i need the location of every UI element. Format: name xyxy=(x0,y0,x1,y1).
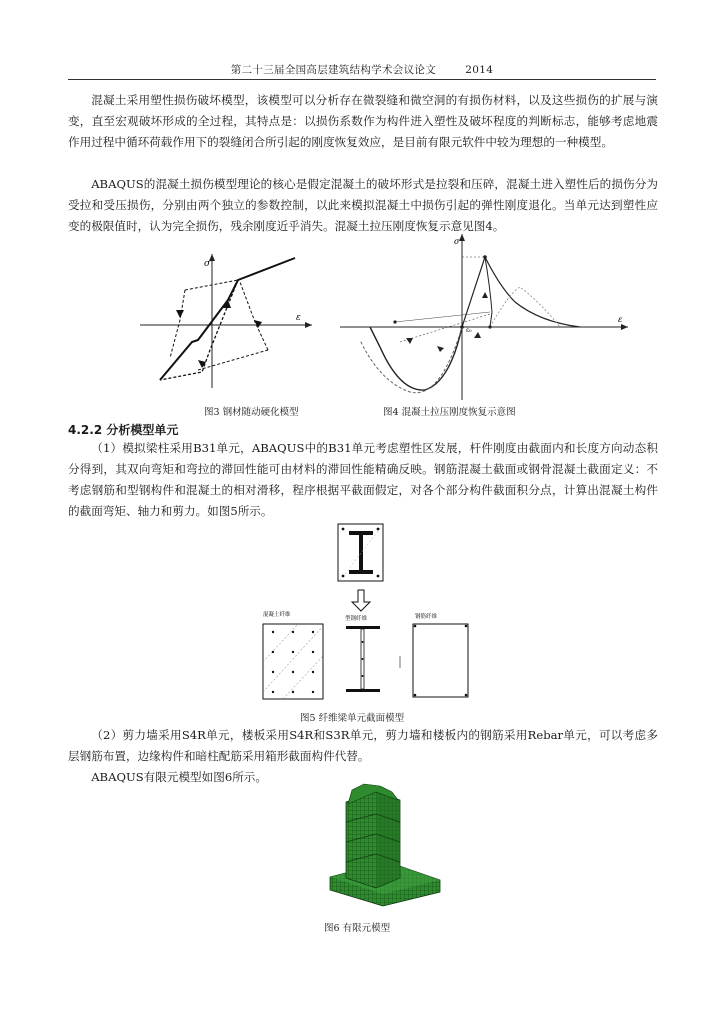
section-heading: 4.2.2 分析模型单元 xyxy=(68,423,179,437)
header-year: 2014 xyxy=(465,64,494,76)
paragraph-shell-elements: （2）剪力墙采用S4R单元，楼板采用S4R和S3R单元，剪力墙和楼板内的钢筋采用Rebar单元，可以考虑多层钢筋布置，边缘构件和暗柱配筋采用箱形截面构件代替。 xyxy=(68,728,658,763)
fig5-label-steel: 型钢纤维 xyxy=(345,616,368,622)
fig4-sigma-label: σ xyxy=(454,237,460,246)
running-header xyxy=(68,62,656,77)
paragraph-damage-model: 混凝土采用塑性损伤破坏模型，该模型可以分析存在微裂缝和微空洞的有损伤材料，以及这些损伤的扩展与演变，直至宏观破坏形成的全过程，其特点是：以损伤系数作为构件进入塑性及破坏程度的判断标志，能够考虑地震作用过程中循环荷载作用下的裂缝闭合所引起的刚度恢复效应，是目前有限元软件中较为理想的一种模型。 xyxy=(68,93,658,149)
paragraph-abaqus-damage: ABAQUS的混凝土损伤模型理论的核心是假定混凝土的破坏形式是拉裂和压碎，混凝土进入塑性后的损伤分为受拉和受压损伤，分别由两个独立的参数控制，以此来模拟混凝土中损伤引起的弹性刚度退化。当单元达到塑性应变的极限值时，认为完全损伤，残余刚度近乎消失。混凝土拉压刚度恢复示意见图4。 xyxy=(68,177,658,233)
fig3-eps-label: ε xyxy=(296,313,301,323)
header-rule xyxy=(68,79,656,80)
fig3-sigma-label: σ xyxy=(204,259,211,269)
fig5-label-concrete: 混凝土纤维 xyxy=(263,612,291,618)
figure-3-hysteresis xyxy=(140,250,315,390)
figure-5-fiber-section xyxy=(258,522,473,702)
figure-6-caption: 图6 有限元模型 xyxy=(324,923,391,934)
paragraph-fem-intro: ABAQUS有限元模型如图6所示。 xyxy=(91,770,267,784)
figure-4-stiffness-recovery xyxy=(340,232,630,402)
figure-6-fem-model xyxy=(328,782,442,908)
header-title: 第二十三届全国高层建筑结构学术会议论文 xyxy=(230,64,436,76)
fig4-t0-label: ε₀ xyxy=(466,327,472,334)
fig4-eps-label: ε xyxy=(618,315,623,324)
figure-5-caption: 图5 纤维梁单元截面模型 xyxy=(300,713,405,724)
figure-3-caption: 图3 钢材随动硬化模型 xyxy=(204,407,299,418)
paragraph-beam-elements: （1）模拟梁柱采用B31单元，ABAQUS中的B31单元考虑塑性区发展，杆件刚度由截面内和长度方向动态积分得到，其双向弯矩和弯拉的滞回性能可由材料的滞回性能精确反映。钢筋混凝土截面或钢骨混凝土截面定义：不考虑钢筋和型钢构件和混凝土的相对滑移，程序根据平截面假定，对各个部分构件截面积分点，计算出混凝土构件的截面弯矩、轴力和剪力。如图5所示。 xyxy=(68,441,658,518)
fig5-label-rebar: 钢筋纤维 xyxy=(415,614,438,620)
figure-4-caption: 图4 混凝土拉压刚度恢复示意图 xyxy=(383,407,516,418)
